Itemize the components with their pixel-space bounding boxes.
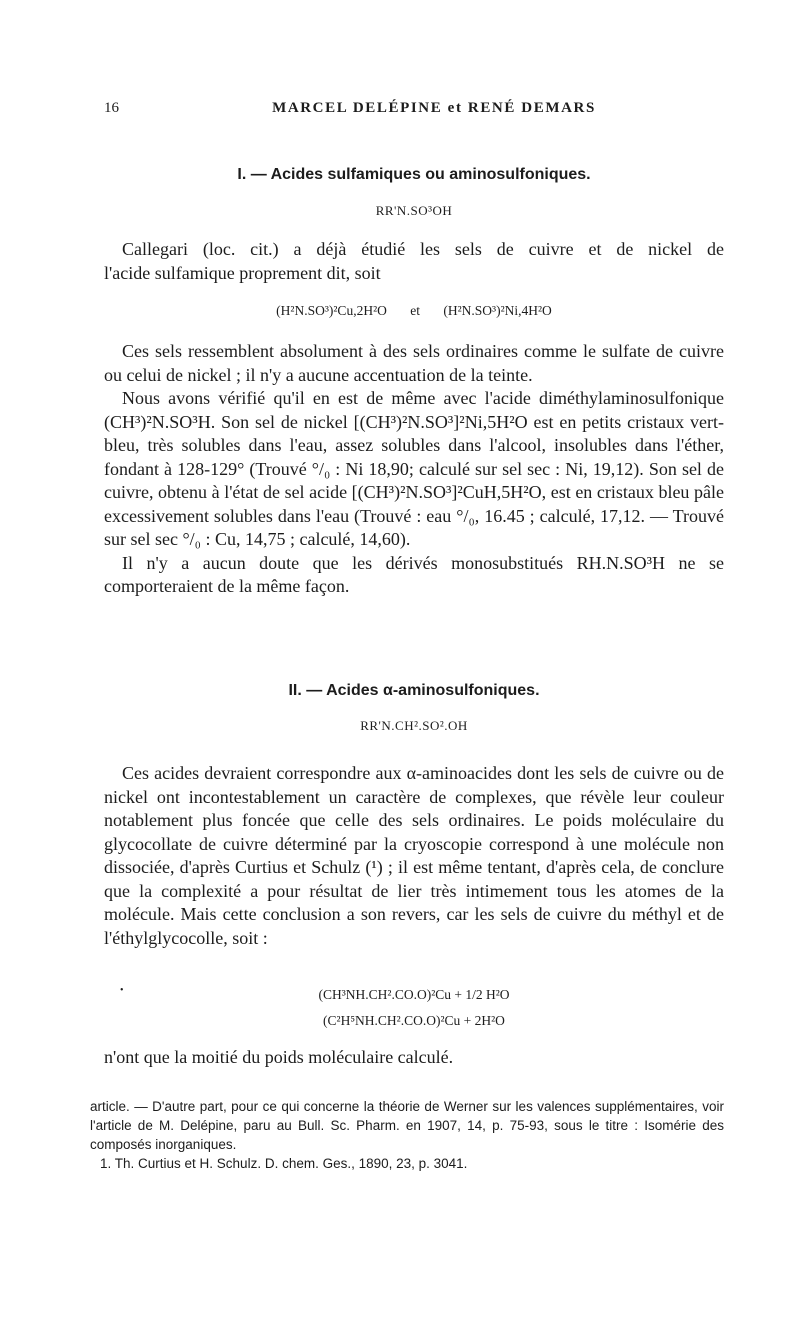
paragraph: n'ont que la moitié du poids moléculaire calculé. [104,1047,454,1067]
footnote-1: 1. Th. Curtius et H. Schulz. D. chem. Ges., 1890, 23, p. 3041. [100,1156,468,1171]
salt-formulas [104,303,724,319]
section-1-intro [104,238,724,285]
section-1-body [104,340,724,599]
section-2-heading: II. — Acides α-aminosulfoniques. [288,682,540,699]
formula-conjunction: et [410,303,420,318]
section-2-body [104,762,724,950]
section-2-formula: RR'N.CH².SO².OH [360,718,468,733]
print-speck: • [120,985,124,996]
paragraph: Nous avons vérifié qu'il en est de même avec l'acide diméthylaminosulfonique (CH³)²N.SO³H. Son sel de nickel [(CH³)²N.SO³]²Ni,5H²O est en petits cristaux vert-bleu, très solubles dans l'eau, assez solubles dans l'alcool, insolubles dans l'éther, fondant à 128-129° (Trouvé °/₀ : Ni 18,90; calculé sur sel sec : Ni, 19,12). Son sel de cuivre, obtenu à l'état de sel acide [(CH³)²N.SO³]²CuH,5H²O, est en cristaux bleu pâle excessivement solubles dans l'eau (Trouvé : eau °/₀, 16.45 ; calculé, 17,12. — Trouvé sur sel sec °/₀ : Cu, 14,75 ; calculé, 14,60). [104,388,724,549]
footnotes [90,1097,724,1173]
paragraph: Ces sels ressemblent absolument à des sels ordinaires comme le sulfate de cuivre ou celui de nickel ; il n'y a aucune accentuation de la teinte. [104,341,724,385]
paragraph: Ces acides devraient correspondre aux α-aminoacides dont les sels de cuivre ou de nickel ont incontestablement un caractère de complexes, que révèle leur couleur notablement plus foncée que celle des sels ordinaires. Le poids moléculaire du glycocollate de cuivre déterminé par la cryoscopie correspond à une molécule non dissociée, d'après Curtius et Schulz (¹) ; il est même tentant, d'après cela, de conclure que la complexité a pour résultat de lier très intimement tous les atomes de la molécule. Mais cette conclusion a son revers, car les sels de cuivre du méthyl et de l'éthylglycocolle, soit : [104,763,724,948]
section-1-heading: I. — Acides sulfamiques ou aminosulfoniques. [237,166,591,183]
glycocolle-formula-1: (CH³NH.CH².CO.O)²Cu + 1/2 H²O [318,987,510,1002]
section-2-conclusion [104,1046,724,1070]
copper-salt-formula: (H²N.SO³)²Cu,2H²O [276,303,387,318]
paragraph: Il n'y a aucun doute que les dérivés monosubstitués RH.N.SO³H ne se comporteraient de la même façon. [104,552,724,596]
page-header [104,100,724,124]
glycocolle-formula-2: (C²H⁵NH.CH².CO.O)²Cu + 2H²O [323,1013,505,1028]
page-number: 16 [104,100,119,116]
nickel-salt-formula: (H²N.SO³)²Ni,4H²O [443,303,552,318]
footnote-continuation: article. — D'autre part, pour ce qui concerne la théorie de Werner sur les valences supplémentaires, voir l'article de M. Delépine, paru au Bull. Sc. Pharm. en 1907, 14, p. 75-93, sous le titre : Isomérie des composés inorganiques. [90,1099,724,1152]
section-1-formula: RR'N.SO³OH [375,203,453,218]
running-head: MARCEL DELÉPINE et RENÉ DEMARS [272,100,596,116]
intro-line-1: Callegari (loc. cit.) a déjà étudié les sels de cuivre et de nickel de [122,239,724,259]
intro-line-2: l'acide sulfamique proprement dit, soit [104,262,381,283]
